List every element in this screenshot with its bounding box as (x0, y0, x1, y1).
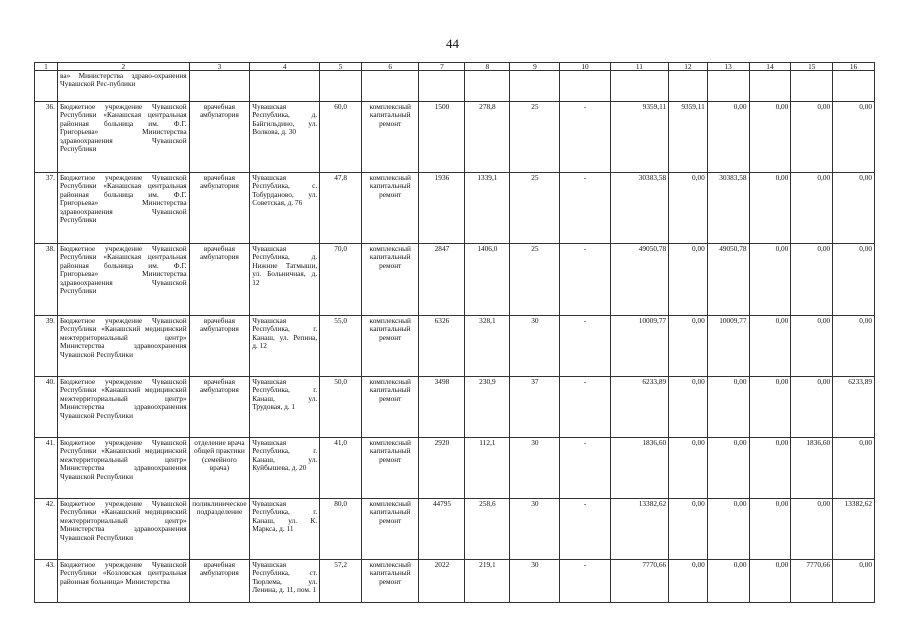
col-12-value: 9359,11 (669, 102, 708, 173)
col-10-value (560, 71, 610, 102)
col-15-value (791, 71, 833, 102)
col-14-value: 0,00 (749, 102, 791, 173)
col-10-value: - (560, 102, 610, 173)
col-10-value: - (560, 438, 610, 499)
col-8-value: 1339,1 (465, 173, 510, 244)
col-8-value: 230,9 (465, 377, 510, 438)
col-7-value: 2022 (419, 560, 465, 603)
work-type: комплексный капитальный ремонт (362, 173, 419, 244)
col-11-value: 30383,58 (610, 173, 669, 244)
col-8-value (465, 71, 510, 102)
work-type: комплексный капитальный ремонт (362, 244, 419, 316)
col-8-value: 328,1 (465, 316, 510, 377)
facility-type: врачебная амбулатория (189, 173, 250, 244)
work-type: комплексный капитальный ремонт (362, 560, 419, 603)
col-7-value: 1500 (419, 102, 465, 173)
row-number: 39. (35, 316, 58, 377)
col-14-value: 0,00 (749, 560, 791, 603)
column-header: 10 (560, 63, 610, 71)
col-11-value: 6233,89 (610, 377, 669, 438)
col-11-value: 10009,77 (610, 316, 669, 377)
col-9-value: 30 (510, 438, 560, 499)
institution-name: Бюджетное учреждение Чувашской Республики «Канашская центральная районная больница им. Ф.Г. Григорьева» Министерства здравоохранения Чувашской Республики (57, 244, 189, 316)
column-header: 12 (669, 63, 708, 71)
col-8-value: 278,8 (465, 102, 510, 173)
row-number: 38. (35, 244, 58, 316)
row-number: 37. (35, 173, 58, 244)
col-13-value (707, 71, 749, 102)
column-header: 5 (320, 63, 362, 71)
facility-type: врачебная амбулатория (189, 244, 250, 316)
col-7-value: 44795 (419, 499, 465, 560)
col-16-value: 0,00 (833, 244, 875, 316)
col-14-value: 0,00 (749, 173, 791, 244)
col-9-value: 25 (510, 173, 560, 244)
col-14-value: 0,00 (749, 377, 791, 438)
col-10-value: - (560, 244, 610, 316)
col-8-value: 1406,0 (465, 244, 510, 316)
institution-name: Бюджетное учреждение Чувашской Республики «Канашский медицинский межтерриториальный центр» Министерства здравоохранения Чувашской Республики (57, 316, 189, 377)
col-8-value: 258,6 (465, 499, 510, 560)
col-7-value: 6326 (419, 316, 465, 377)
address: Чувашская Республика, с. Тобурданово, ул. Советская, д. 76 (250, 173, 320, 244)
col-9-value: 30 (510, 499, 560, 560)
col-15-value: 0,00 (791, 102, 833, 173)
row-number: 41. (35, 438, 58, 499)
area: 70,0 (320, 244, 362, 316)
col-14-value (749, 71, 791, 102)
col-11-value: 13382,62 (610, 499, 669, 560)
register-table (34, 62, 875, 603)
table-row (35, 102, 875, 173)
col-15-value: 1836,60 (791, 438, 833, 499)
facility-type (189, 71, 250, 102)
col-9-value: 37 (510, 377, 560, 438)
area: 55,0 (320, 316, 362, 377)
work-type: комплексный капитальный ремонт (362, 499, 419, 560)
row-number: 36. (35, 102, 58, 173)
area: 60,0 (320, 102, 362, 173)
row-number (35, 71, 58, 102)
work-type: комплексный капитальный ремонт (362, 377, 419, 438)
work-type (362, 71, 419, 102)
col-7-value: 1936 (419, 173, 465, 244)
col-16-value: 13382,62 (833, 499, 875, 560)
institution-name: Бюджетное учреждение Чувашской Республики «Канашская центральная районная больница им. Ф.Г. Григорьева» Министерства здравоохранения Чувашской Республики (57, 173, 189, 244)
col-12-value: 0,00 (669, 438, 708, 499)
col-11-value: 7770,66 (610, 560, 669, 603)
institution-name: Бюджетное учреждение Чувашской Республики «Канашская центральная районная больница им. Ф.Г. Григорьева» Министерства здравоохранения Чувашской Республики (57, 102, 189, 173)
col-15-value: 0,00 (791, 499, 833, 560)
col-16-value: 0,00 (833, 438, 875, 499)
col-14-value: 0,00 (749, 499, 791, 560)
col-9-value: 30 (510, 316, 560, 377)
institution-name: Бюджетное учреждение Чувашской Республики «Канашский медицинский межтерриториальный центр» Министерства здравоохранения Чувашской Республики (57, 499, 189, 560)
column-header: 9 (510, 63, 560, 71)
column-header: 3 (189, 63, 250, 71)
area: 47,8 (320, 173, 362, 244)
col-11-value (610, 71, 669, 102)
column-header: 15 (791, 63, 833, 71)
table-row (35, 377, 875, 438)
col-16-value (833, 71, 875, 102)
col-9-value: 30 (510, 560, 560, 603)
row-number: 42. (35, 499, 58, 560)
col-12-value: 0,00 (669, 316, 708, 377)
col-16-value: 0,00 (833, 173, 875, 244)
col-10-value: - (560, 499, 610, 560)
col-10-value: - (560, 316, 610, 377)
institution-name: Бюджетное учреждение Чувашской Республики «Канашский медицинский межтерриториальный центр» Министерства здравоохранения Чувашской Республики (57, 377, 189, 438)
col-16-value: 0,00 (833, 102, 875, 173)
col-7-value: 3498 (419, 377, 465, 438)
institution-name: ва» Министерства здраво-охранения Чувашской Рес-публики (57, 71, 189, 102)
work-type: комплексный капитальный ремонт (362, 438, 419, 499)
address: Чувашская Республика, г. Канаш, ул. Трудовая, д. 1 (250, 377, 320, 438)
col-11-value: 9359,11 (610, 102, 669, 173)
work-type: комплексный капитальный ремонт (362, 316, 419, 377)
col-8-value: 219,1 (465, 560, 510, 603)
col-15-value: 0,00 (791, 316, 833, 377)
address: Чувашская Республика, г. Канаш, ул. Репина, д. 12 (250, 316, 320, 377)
col-13-value: 49050,78 (707, 244, 749, 316)
work-type: комплексный капитальный ремонт (362, 102, 419, 173)
col-9-value (510, 71, 560, 102)
area: 50,0 (320, 377, 362, 438)
column-header: 13 (707, 63, 749, 71)
facility-type: поликлиническое подразделение (189, 499, 250, 560)
page-number: 44 (446, 36, 459, 51)
col-15-value: 0,00 (791, 377, 833, 438)
col-13-value: 10009,77 (707, 316, 749, 377)
table-row (35, 438, 875, 499)
col-16-value: 6233,89 (833, 377, 875, 438)
institution-name: Бюджетное учреждение Чувашской Республики «Канашский медицинский межтерриториальный центр» Министерства здравоохранения Чувашской Республики (57, 438, 189, 499)
column-header: 14 (749, 63, 791, 71)
address: Чувашская Республика, г. Канаш, ул. Куйбышева, д. 20 (250, 438, 320, 499)
column-header: 4 (250, 63, 320, 71)
area: 41,0 (320, 438, 362, 499)
row-number: 43. (35, 560, 58, 603)
col-10-value: - (560, 173, 610, 244)
column-header: 16 (833, 63, 875, 71)
col-15-value: 7770,66 (791, 560, 833, 603)
row-number: 40. (35, 377, 58, 438)
facility-type: врачебная амбулатория (189, 316, 250, 377)
table-row (35, 499, 875, 560)
table-row (35, 173, 875, 244)
address: Чувашская Республика, ст. Тюрлема, ул. Ленина, д. 11, пом. 1 (250, 560, 320, 603)
column-header: 8 (465, 63, 510, 71)
address (250, 71, 320, 102)
address: Чувашская Республика, д. Байгильдино, ул. Волкова, д. 30 (250, 102, 320, 173)
facility-type: врачебная амбулатория (189, 560, 250, 603)
col-16-value: 0,00 (833, 316, 875, 377)
col-13-value: 0,00 (707, 560, 749, 603)
address: Чувашская Республика, д. Нижние Татмыши, ул. Больничная, д. 12 (250, 244, 320, 316)
col-13-value: 0,00 (707, 438, 749, 499)
col-15-value: 0,00 (791, 244, 833, 316)
column-number-row (35, 63, 875, 71)
column-header: 2 (57, 63, 189, 71)
col-14-value: 0,00 (749, 316, 791, 377)
table-row (35, 244, 875, 316)
col-14-value: 0,00 (749, 438, 791, 499)
table-row-continuation (35, 71, 875, 102)
col-11-value: 1836,60 (610, 438, 669, 499)
col-10-value: - (560, 560, 610, 603)
col-12-value (669, 71, 708, 102)
col-13-value: 0,00 (707, 102, 749, 173)
facility-type: врачебная амбулатория (189, 102, 250, 173)
area (320, 71, 362, 102)
col-12-value: 0,00 (669, 560, 708, 603)
column-header: 11 (610, 63, 669, 71)
col-13-value: 30383,58 (707, 173, 749, 244)
col-14-value: 0,00 (749, 244, 791, 316)
institution-name: Бюджетное учреждение Чувашской Республики «Козловская центральная районная больница» Министерства (57, 560, 189, 603)
facility-type: врачебная амбулатория (189, 377, 250, 438)
col-7-value: 2920 (419, 438, 465, 499)
col-12-value: 0,00 (669, 377, 708, 438)
column-header: 1 (35, 63, 58, 71)
col-12-value: 0,00 (669, 244, 708, 316)
col-13-value: 0,00 (707, 377, 749, 438)
column-header: 6 (362, 63, 419, 71)
column-header: 7 (419, 63, 465, 71)
col-16-value: 0,00 (833, 560, 875, 603)
col-9-value: 25 (510, 102, 560, 173)
col-7-value (419, 71, 465, 102)
col-15-value: 0,00 (791, 173, 833, 244)
address: Чувашская Республика, г. Канаш, ул. К. Маркса, д. 11 (250, 499, 320, 560)
area: 57,2 (320, 560, 362, 603)
col-12-value: 0,00 (669, 499, 708, 560)
col-10-value: - (560, 377, 610, 438)
area: 80,0 (320, 499, 362, 560)
col-11-value: 49050,78 (610, 244, 669, 316)
col-9-value: 25 (510, 244, 560, 316)
col-13-value: 0,00 (707, 499, 749, 560)
col-8-value: 112,1 (465, 438, 510, 499)
col-7-value: 2847 (419, 244, 465, 316)
table-row (35, 316, 875, 377)
col-12-value: 0,00 (669, 173, 708, 244)
facility-type: отделение врача общей практики (семейного врача) (189, 438, 250, 499)
table-row (35, 560, 875, 603)
